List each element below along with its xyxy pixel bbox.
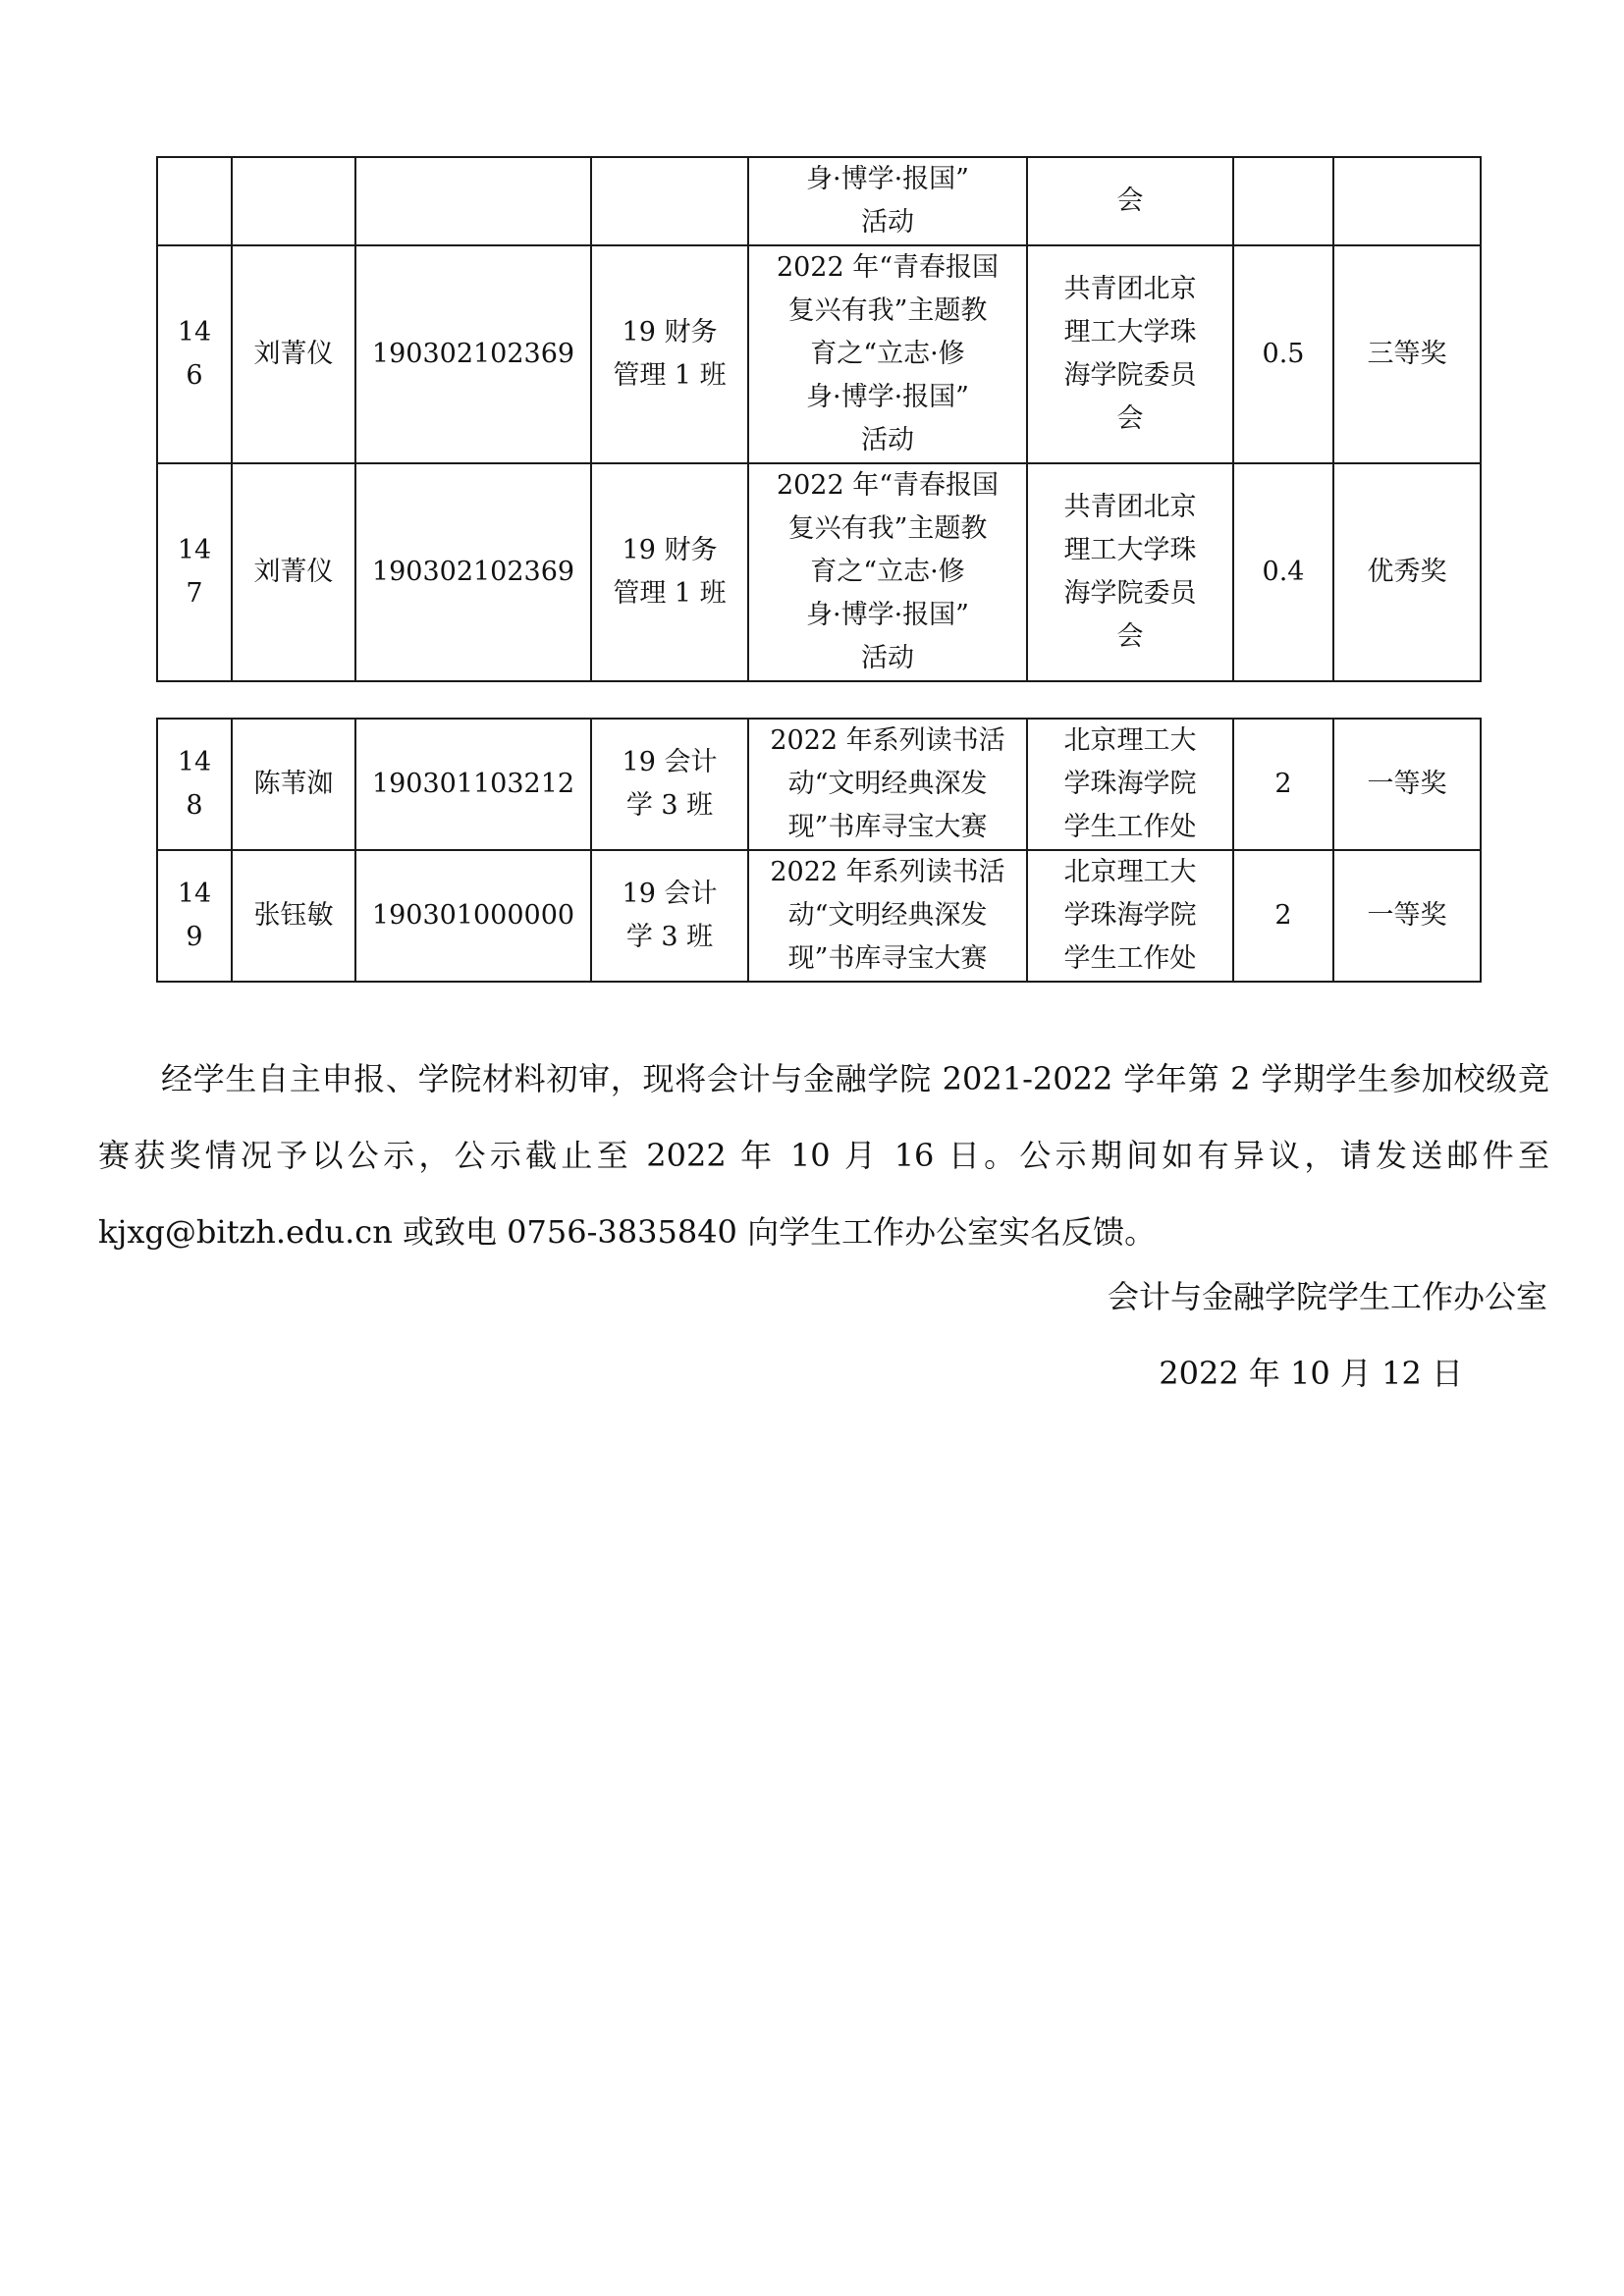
cell-organizer: 北京理工大 学珠海学院 学生工作处: [1027, 850, 1233, 982]
cell-class: 19 会计 学 3 班: [591, 850, 748, 982]
cell-name: 张钰敏: [232, 850, 355, 982]
signature-office: 会计与金融学院学生工作办公室: [1107, 1278, 1547, 1315]
cell-number: 14 8: [157, 719, 232, 850]
cell-activity: 身·博学·报国” 活动: [748, 157, 1027, 245]
cell-name: [232, 157, 355, 245]
cell-number: 14 6: [157, 245, 232, 463]
award-table-lower-body: [157, 719, 1481, 982]
cell-award: 三等奖: [1333, 245, 1481, 463]
table-row: [157, 850, 1481, 982]
signature-date: 2022 年 10 月 12 日: [1159, 1355, 1463, 1392]
cell-organizer: 共青团北京 理工大学珠 海学院委员 会: [1027, 245, 1233, 463]
cell-student-id: 190302102369: [355, 463, 591, 681]
cell-activity: 2022 年系列读书活 动“文明经典深发 现”书库寻宝大赛: [748, 719, 1027, 850]
notice-paragraph: 经学生自主申报、学院材料初审，现将会计与金融学院 2021-2022 学年第 2 学期学生参加校级竞赛获奖情况予以公示，公示截止至 2022 年 10 月 16 日。公示期间如有异议，请发送邮件至 kjxg@bitzh.edu.cn 或致电 0756-3835840 向学生工作办公室实名反馈。: [98, 1060, 1549, 1251]
cell-score: 0.4: [1233, 463, 1333, 681]
cell-number: [157, 157, 232, 245]
award-table-upper: [156, 156, 1482, 682]
cell-organizer: 北京理工大 学珠海学院 学生工作处: [1027, 719, 1233, 850]
cell-score: [1233, 157, 1333, 245]
cell-score: 2: [1233, 719, 1333, 850]
cell-class: [591, 157, 748, 245]
cell-student-id: 190302102369: [355, 245, 591, 463]
cell-award: [1333, 157, 1481, 245]
table-row: [157, 245, 1481, 463]
cell-name: 刘菁仪: [232, 245, 355, 463]
cell-activity: 2022 年系列读书活 动“文明经典深发 现”书库寻宝大赛: [748, 850, 1027, 982]
table-row: [157, 463, 1481, 681]
cell-award: 一等奖: [1333, 850, 1481, 982]
cell-name: 陈苇洳: [232, 719, 355, 850]
award-table-upper-body: [157, 157, 1481, 681]
cell-number: 14 7: [157, 463, 232, 681]
cell-student-id: [355, 157, 591, 245]
cell-organizer: 共青团北京 理工大学珠 海学院委员 会: [1027, 463, 1233, 681]
cell-award: 优秀奖: [1333, 463, 1481, 681]
cell-name: 刘菁仪: [232, 463, 355, 681]
cell-award: 一等奖: [1333, 719, 1481, 850]
award-table-lower: [156, 718, 1482, 983]
table-row: [157, 719, 1481, 850]
cell-score: 2: [1233, 850, 1333, 982]
cell-organizer: 会: [1027, 157, 1233, 245]
cell-number: 14 9: [157, 850, 232, 982]
cell-activity: 2022 年“青春报国 复兴有我”主题教 育之“立志·修 身·博学·报国” 活动: [748, 245, 1027, 463]
cell-student-id: 190301000000: [355, 850, 591, 982]
cell-class: 19 财务 管理 1 班: [591, 463, 748, 681]
cell-class: 19 财务 管理 1 班: [591, 245, 748, 463]
cell-class: 19 会计 学 3 班: [591, 719, 748, 850]
cell-score: 0.5: [1233, 245, 1333, 463]
cell-student-id: 190301103212: [355, 719, 591, 850]
cell-activity: 2022 年“青春报国 复兴有我”主题教 育之“立志·修 身·博学·报国” 活动: [748, 463, 1027, 681]
table-row: [157, 157, 1481, 245]
